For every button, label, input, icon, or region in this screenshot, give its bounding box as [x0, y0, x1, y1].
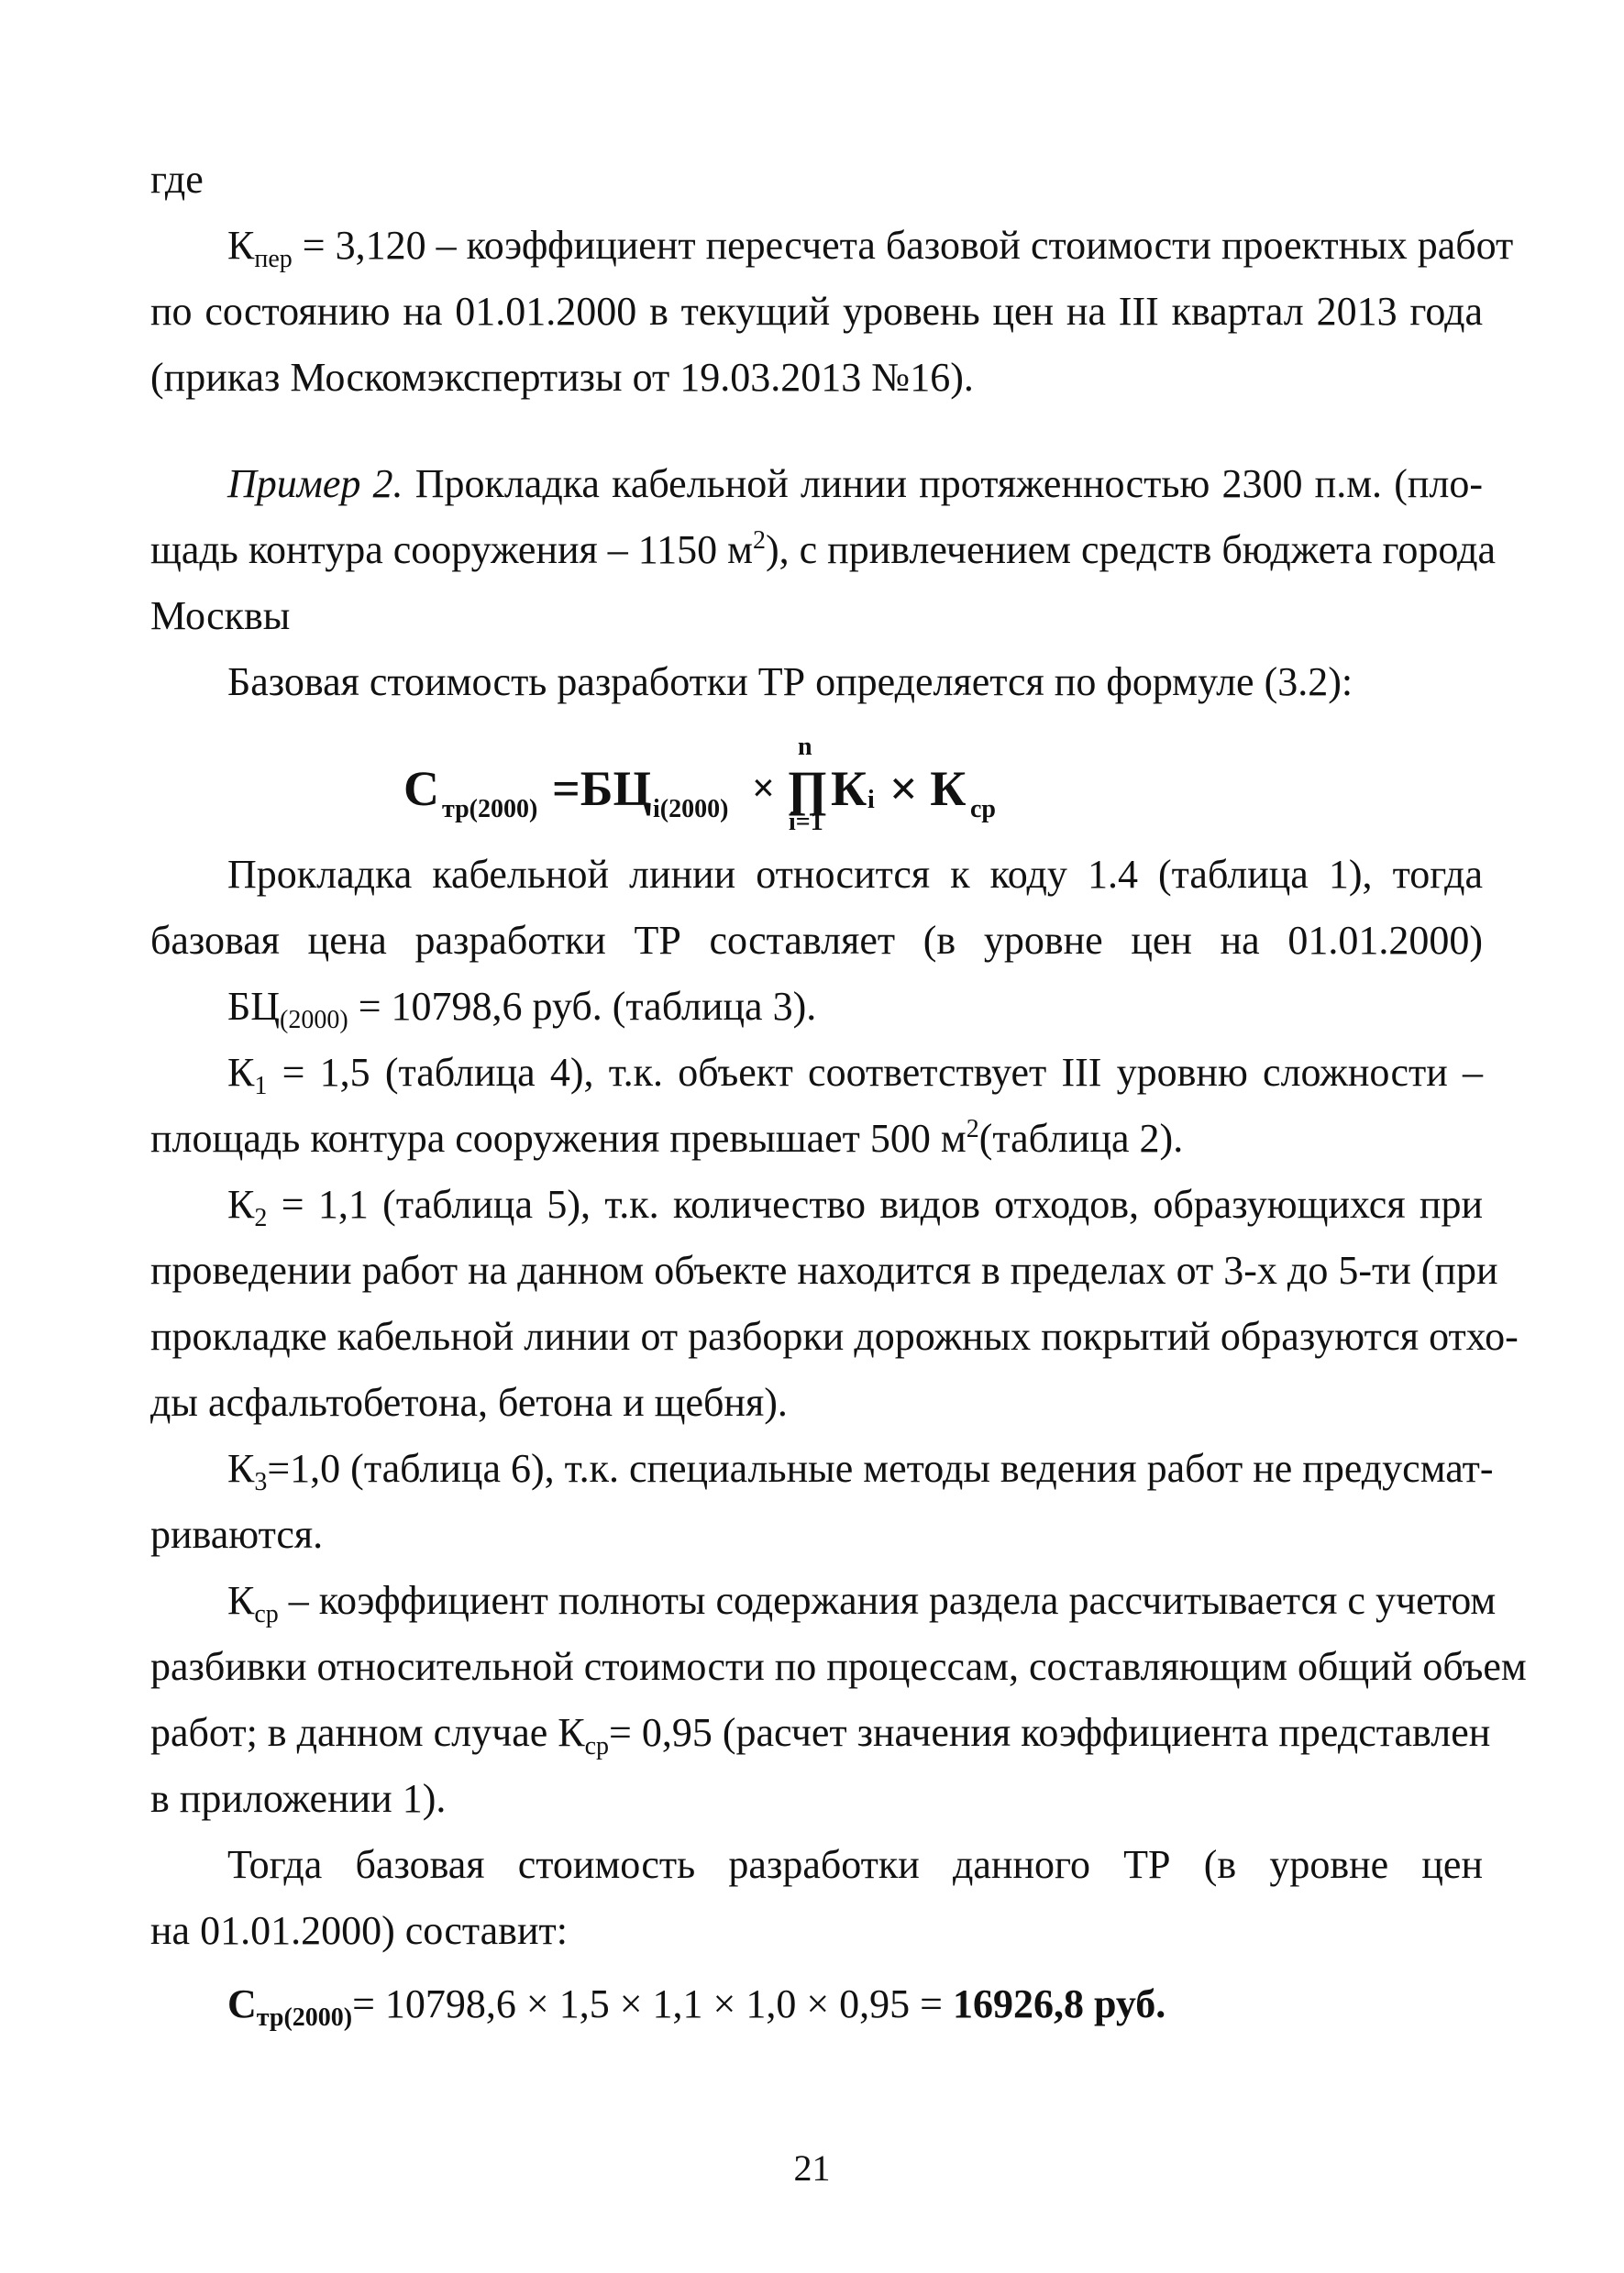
example-line-1: Пример 2. Прокладка кабельной линии протяженностью 2300 п.м. (пло- — [227, 461, 1484, 506]
then-line-1: Тогда базовая стоимость разработки данного ТР (в уровне цен — [227, 1842, 1483, 1887]
cable-line-1: Прокладка кабельной линии относится к коду 1.4 (таблица 1), тогда — [227, 852, 1483, 897]
kcp-line-4: в приложении 1). — [150, 1776, 447, 1821]
k1-line-1: $К_1 = 1,5$ (таблица 4), т.к. объект соответствует III уровню сложности – — [227, 1050, 1483, 1100]
k-per-line-3: (приказ Москомэкспертизы от 19.03.2013 №16). — [150, 355, 974, 400]
formula-kcp-sub: ср — [970, 795, 996, 823]
kcp-line-1: $К_{ср}$ – коэффициент полноты содержания раздела рассчитывается с учетом — [227, 1578, 1497, 1628]
k2-line-1: $К_2 = 1,1$ (таблица 5), т.к. количество видов отходов, образующихся при — [227, 1182, 1483, 1232]
formula-k-sub: i — [867, 786, 875, 814]
result-value: 16926,8 руб. — [953, 1981, 1166, 2026]
k1-line-2: площадь контура сооружения превышает 500 $м^2(таблица$ 2). — [150, 1115, 1184, 1161]
kcp-line-2: разбивки относительной стоимости по процессам, составляющим общий объем — [150, 1644, 1527, 1689]
formula-c: С — [403, 761, 439, 816]
formula-prod-upper: n — [798, 733, 812, 761]
kcp-line-3: работ; в данном случае $К_{ср}= 0,95$ (расчет значения коэффициента представлен — [150, 1710, 1491, 1760]
formula-bc: =БЦ — [552, 761, 652, 816]
then-line-2: на 01.01.2000) составит: — [150, 1908, 568, 1953]
example-line-2: щадь контура сооружения – 1150 $м^2$), с привлечением средств бюджета города — [150, 526, 1497, 572]
formula-times-1: × — [752, 766, 776, 811]
k-per-line-1: $К_{пер} = 3,120$ – коэффициент пересчета базовой стоимости проектных работ — [227, 223, 1514, 273]
k-per-line-2: по состоянию на 01.01.2000 в текущий уровень цен на III квартал 2013 года — [150, 289, 1483, 334]
formula-prod-lower: i=1 — [789, 808, 823, 836]
k3-line-2: риваются. — [150, 1512, 324, 1557]
k2-line-2: проведении работ на данном объекте находится в пределах от 3-х до 5-ти (при — [150, 1248, 1498, 1293]
formula-3-2 — [403, 734, 1045, 834]
k2-line-3: прокладке кабельной линии от разборки дорожных покрытий образуются отхо- — [150, 1314, 1519, 1359]
formula-bc-sub: i(2000) — [653, 795, 729, 823]
cable-line-3: $БЦ_{(2000)} = 10798,6$ руб. (таблица 3). — [227, 984, 817, 1034]
formula-times-kcp: × К — [889, 761, 967, 816]
example-line-3: Москвы — [150, 593, 291, 638]
formula-prod-symbol: ∏ — [787, 761, 828, 816]
k2-line-4: ды асфальтобетона, бетона и щебня). — [150, 1380, 788, 1425]
base-cost-intro: Базовая стоимость разработки ТР определяется по формуле (3.2): — [227, 659, 1353, 704]
formula-k: К — [831, 761, 867, 816]
page-number: 21 — [793, 2147, 831, 2189]
result-line: $С_{тр(2000)}= 10798,6 \times 1,5 \times 1,1 \times 1,0 \times 0,95 = 16926,8$ руб. — [227, 1981, 1166, 2032]
k3-line-1: $К_3=1,0$ (таблица 6), т.к. специальные методы ведения работ не предусмат- — [227, 1446, 1494, 1496]
formula-c-sub: тр(2000) — [442, 795, 538, 823]
where-label: где — [150, 157, 204, 202]
cable-line-2: базовая цена разработки ТР составляет (в уровне цен на 01.01.2000) — [150, 918, 1483, 963]
